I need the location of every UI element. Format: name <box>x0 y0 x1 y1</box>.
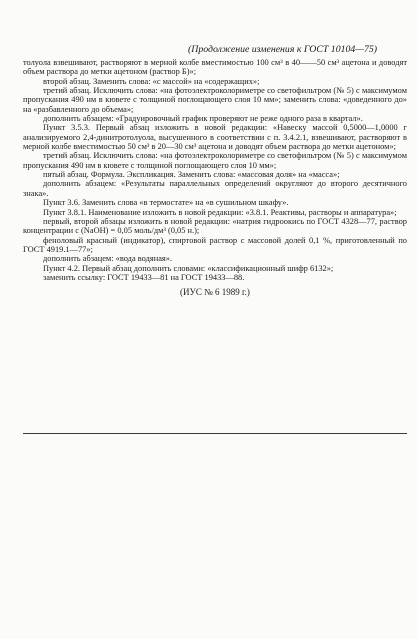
paragraph: второй абзац. Заменить слова: «с массой» на «содержащих»; <box>43 76 260 86</box>
page-header: (Продолжение изменения к ГОСТ 10104—75) <box>188 44 378 55</box>
paragraph: толуола взвешивают, растворяют в мерной колбе вместимостью 100 см³ в 40——50 см³ ацетона и доводят объем раствора до метки ацетоном (раствор Б)»; <box>23 58 407 77</box>
document-body <box>23 58 407 298</box>
paragraph: третий абзац. Исключить слова: «на фотоэлектроколориметре со светофильтром (№ 5) с максимумом пропускания 490 нм в кювете с толщиной поглощающего слоя 10 мм»; заменить слова: «доведенного до» на «разбавленного до объема»; <box>23 86 407 114</box>
paragraph: Пункт 3.6. Заменить слова «в термостате» на «в сушильном шкафу». <box>43 198 289 208</box>
paragraph: третий абзац. Исключить слова: «на фотоэлектроколориметре со светофильтром (№ 5) с максимумом пропускания 490 нм в кювете с толщиной поглощающего слоя 10 мм»; <box>23 151 407 170</box>
paragraph: феноловый красный (индикатор), спиртовой раствор с массовой долей 0,1 %, приготовленный по ГОСТ 4919.1—77»; <box>23 235 407 254</box>
ius-reference: (ИУС № 6 1989 г.) <box>180 287 250 298</box>
paragraph: дополнить абзацем: «Результаты параллельных определений округляют до второго десятичного знака». <box>23 179 407 198</box>
paragraph: дополнить абзацем: «Градуировочный график проверяют не реже одного раза в квартал». <box>43 114 363 124</box>
paragraph: дополнить абзацем: «вода водяная». <box>43 254 173 264</box>
paragraph: Пункт 4.2. Первый абзац дополнить словами: «классификационный шифр 6132»; <box>43 263 334 273</box>
paragraph: заменить ссылку: ГОСТ 19433—81 на ГОСТ 19433—88. <box>43 272 245 282</box>
bottom-rule <box>23 433 407 434</box>
paragraph: Пункт 3.8.1. Наименование изложить в новой редакции: «3.8.1. Реактивы, растворы и аппаратура»; <box>43 207 397 217</box>
paragraph: первый, второй абзацы изложить в новой редакции: «натрия гидроокись по ГОСТ 4328—77, раствор концентрации с (NaOH) = 0,05 моль/дм³ (0,05 н.); <box>23 216 407 236</box>
paragraph: пятый абзац. Формула. Экспликация. Заменить слова: «массовая доля» на «масса»; <box>43 170 340 180</box>
paragraph: Пункт 3.5.3. Первый абзац изложить в новой редакции: «Навеску массой 0,5000—1,0000 г анализируемого 2,4-динитротолуола, высушенного в соответствии с п. 3.4.2.1, взвешивают, растворяют в мерной колбе вместимостью 50 см³ в 20—30 см³ ацетона и доводят объем раствора до метки ацетоном»; <box>23 123 407 152</box>
